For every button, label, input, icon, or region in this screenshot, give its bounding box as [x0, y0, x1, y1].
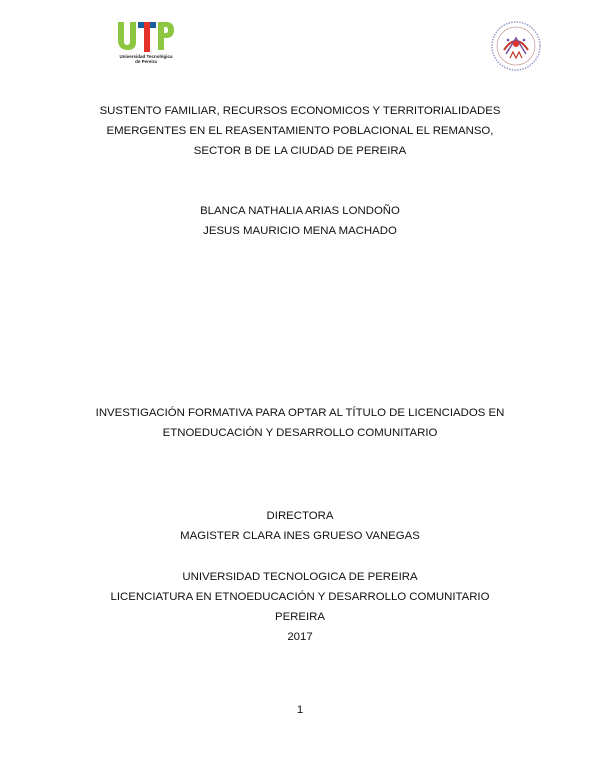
title-line: SECTOR B DE LA CIUDAD DE PEREIRA [193, 145, 407, 157]
title-line: SUSTENTO FAMILIAR, RECURSOS ECONOMICOS Y TERRITORIALIDADES [99, 105, 501, 117]
program-seal-icon [490, 20, 542, 72]
utp-caption-line2: de Pereira [135, 59, 157, 64]
author-name: BLANCA NATHALIA ARIAS LONDOÑO [200, 205, 400, 217]
utp-logo [116, 20, 176, 66]
utp-caption [116, 54, 176, 64]
title-line: EMERGENTES EN EL REASENTAMIENTO POBLACIONAL EL REMANSO, [106, 125, 494, 137]
utp-logo-icon [116, 20, 176, 54]
degree-purpose [0, 403, 600, 443]
program-name: LICENCIATURA EN ETNOEDUCACIÓN Y DESARROLLO COMUNITARIO [110, 591, 490, 603]
author-name: JESUS MAURICIO MENA MACHADO [203, 225, 397, 237]
purpose-line: INVESTIGACIÓN FORMATIVA PARA OPTAR AL TÍTULO DE LICENCIADOS EN [95, 407, 505, 419]
program-seal [490, 20, 542, 72]
utp-caption-line1: Universidad Tecnológica [119, 54, 173, 59]
thesis-title [0, 101, 600, 161]
institution-block [0, 567, 600, 647]
university-name: UNIVERSIDAD TECNOLOGICA DE PEREIRA [182, 571, 418, 583]
purpose-line: ETNOEDUCACIÓN Y DESARROLLO COMUNITARIO [162, 427, 438, 439]
year: 2017 [287, 631, 313, 643]
director-role: DIRECTORA [266, 510, 334, 522]
city-name: PEREIRA [274, 611, 325, 623]
director-block [0, 506, 600, 546]
page-number: 1 [296, 704, 304, 716]
authors [0, 201, 600, 241]
director-name: MAGISTER CLARA INES GRUESO VANEGAS [180, 530, 420, 542]
